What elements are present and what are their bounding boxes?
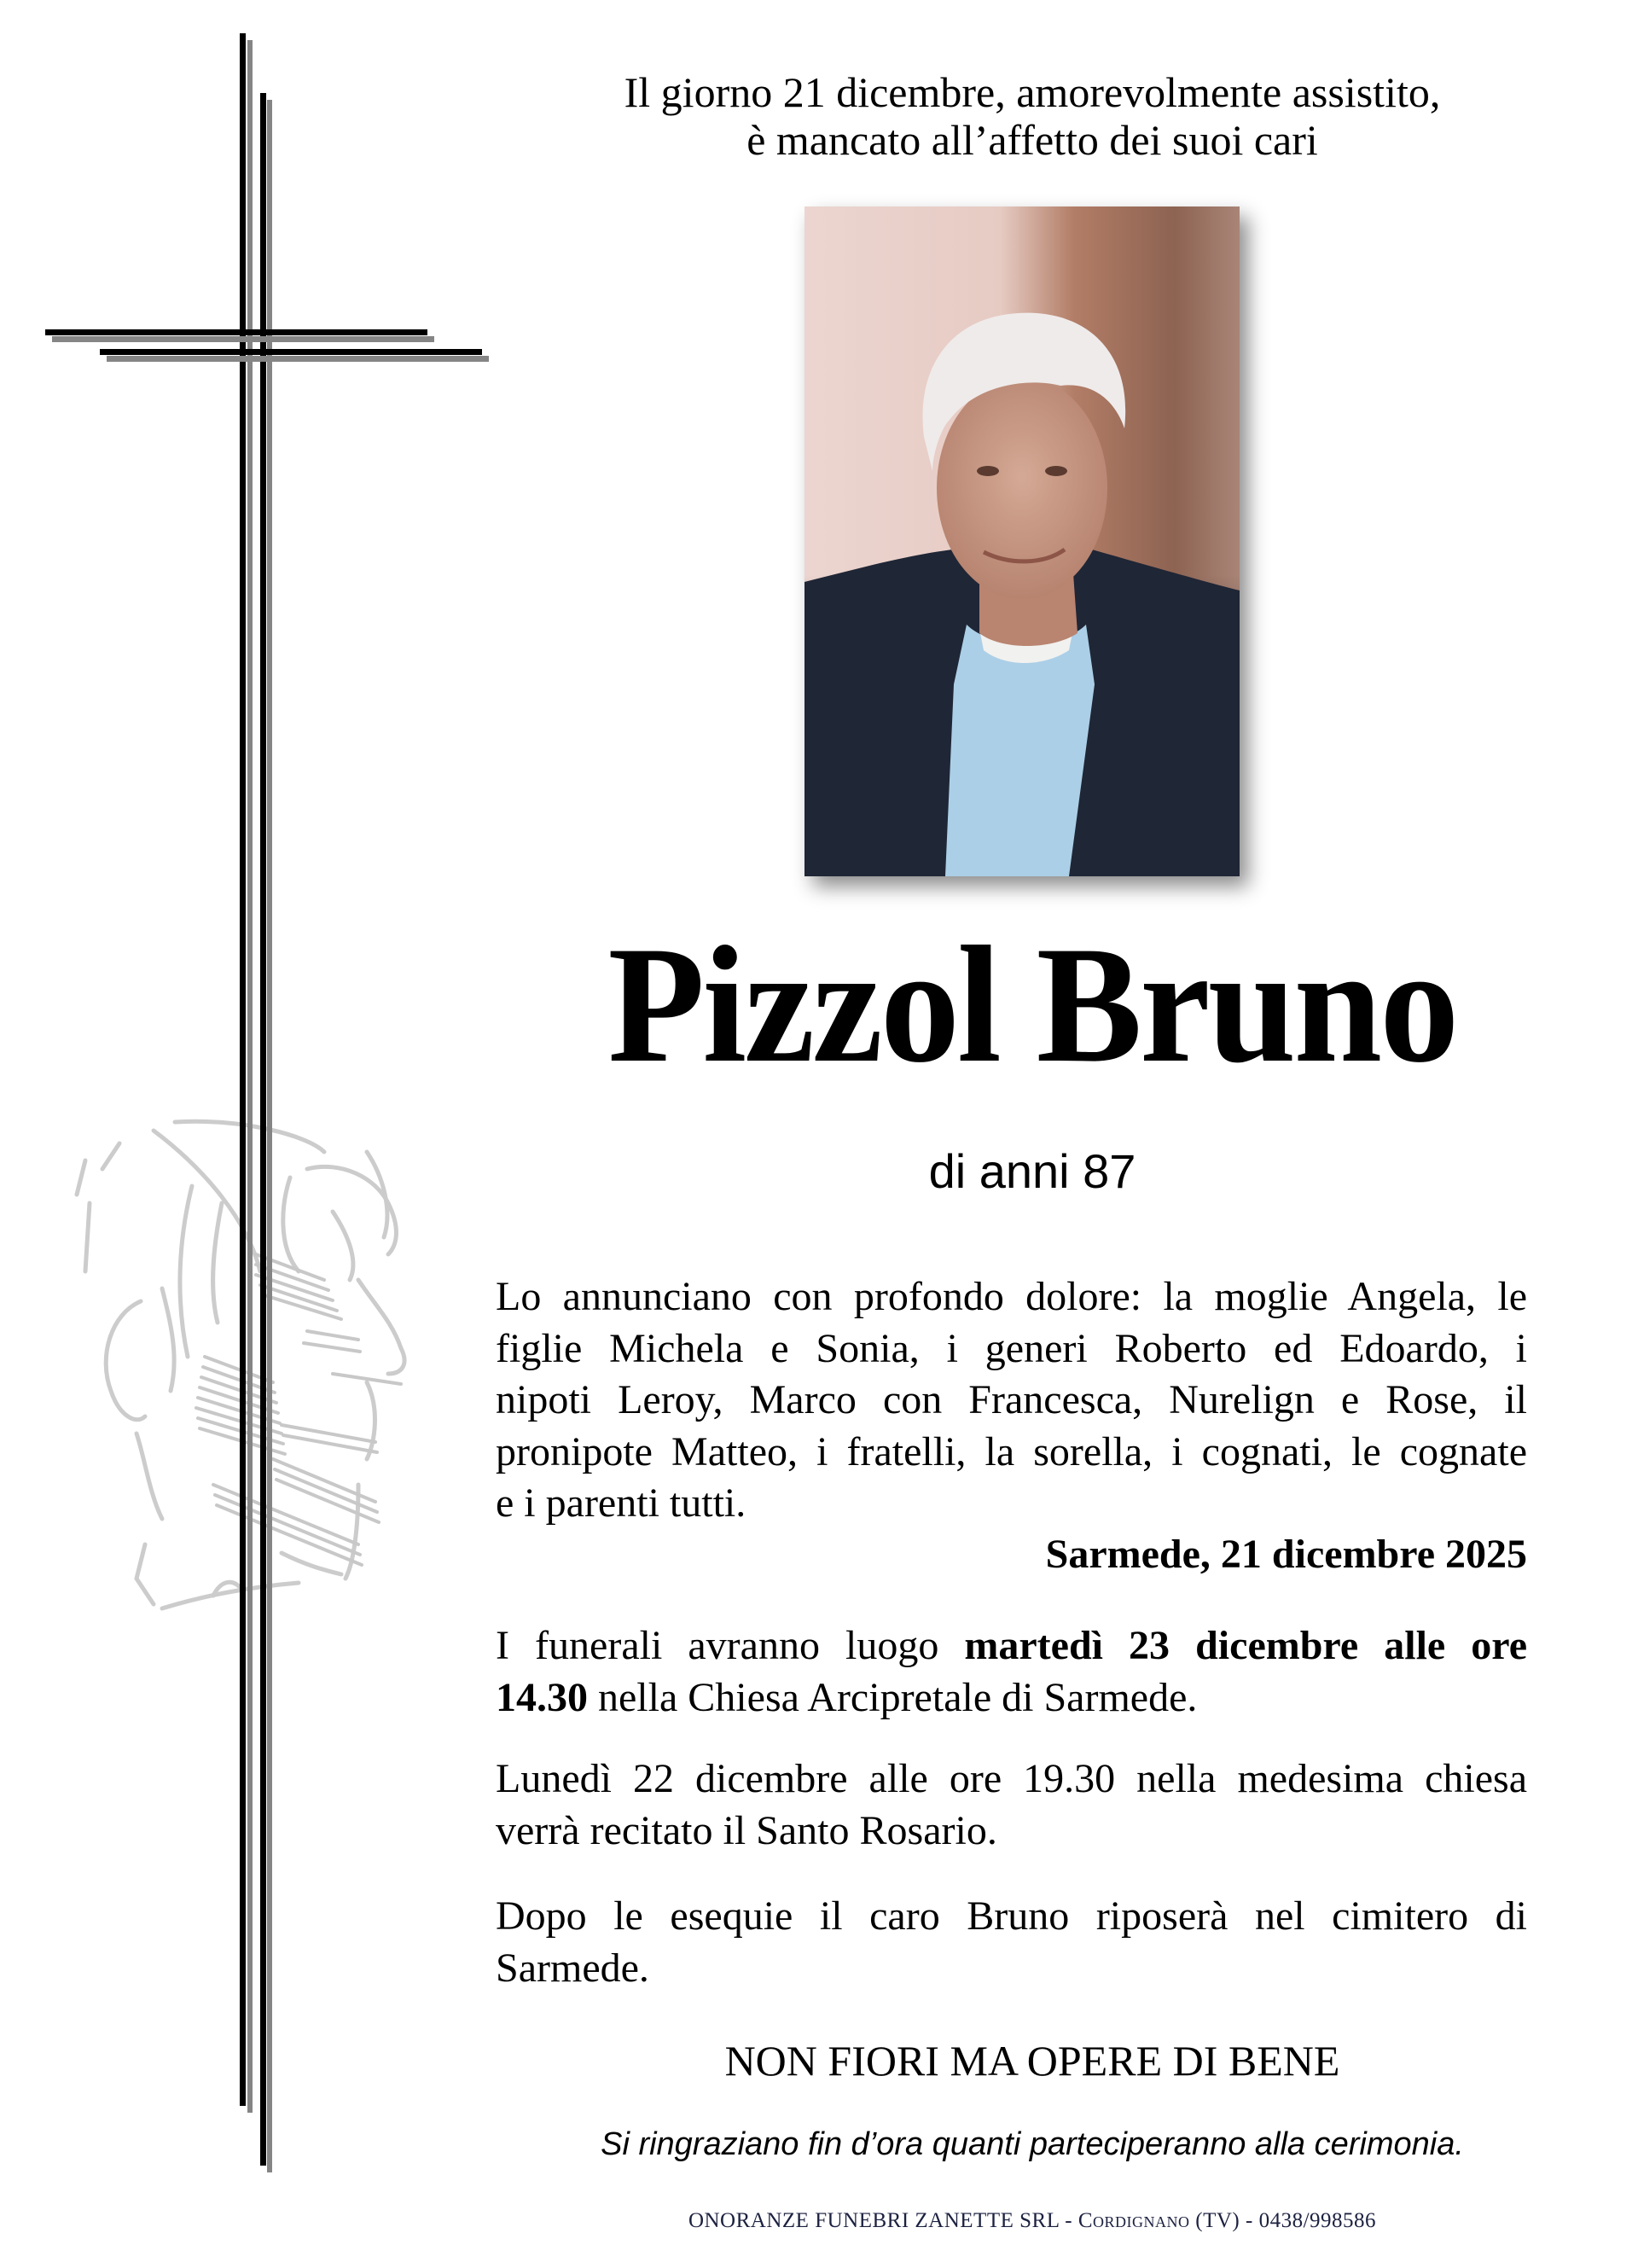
cross-horizontal-2 — [100, 349, 482, 355]
intro-line-1: Il giorno 21 dicembre, amorevolmente assistito, — [624, 68, 1441, 116]
announcement-line: pronipote Matteo, i fratelli, la sorella, i cognati, le cognate — [496, 1428, 1527, 1474]
burial-line-1: Dopo le esequie il caro Bruno riposerà nel cimitero di — [496, 1893, 1527, 1939]
funeral-time: 14.30 — [496, 1674, 588, 1720]
funeral-location: nella Chiesa Arcipretale di Sarmede. — [588, 1674, 1198, 1720]
cross-horizontal-2-shadow — [107, 356, 489, 362]
burial-line-2: Sarmede. — [496, 1945, 649, 1991]
funeral-paragraph — [496, 1620, 1527, 1724]
announcement-line: nipoti Leroy, Marco con Francesca, Nurelign e Rose, il — [496, 1377, 1527, 1422]
intro-line-2: è mancato all’affetto dei suoi cari — [746, 116, 1318, 164]
rosary-line-1: Lunedì 22 dicembre alle ore 19.30 nella medesima chiesa — [496, 1756, 1527, 1801]
intro-text — [478, 68, 1587, 164]
burial-paragraph — [496, 1891, 1527, 1994]
rosary-paragraph — [496, 1753, 1527, 1857]
announcement-line: e i parenti tutti. — [496, 1480, 746, 1526]
cross-horizontal-1 — [45, 329, 427, 335]
funeral-date-time: martedì 23 dicembre alle ore — [964, 1623, 1527, 1668]
place-date: Sarmede, 21 dicembre 2025 — [1045, 1532, 1527, 1577]
announcement-line: figlie Michela e Sonia, i generi Roberto ed Edoardo, i — [496, 1325, 1527, 1371]
cross-horizontal-1-shadow — [52, 336, 434, 342]
no-flowers-notice: NON FIORI MA OPERE DI BENE — [724, 2037, 1340, 2085]
portrait-photo — [804, 206, 1240, 876]
funeral-line-1 — [496, 1620, 1527, 1672]
rosary-line-2: verrà recitato il Santo Rosario. — [496, 1807, 997, 1853]
announcement-paragraph — [496, 1271, 1527, 1530]
funeral-prefix: I funerali avranno luogo — [496, 1623, 965, 1668]
cross-vertical-1 — [240, 33, 246, 2106]
funeral-line-2 — [496, 1672, 1527, 1724]
thanks-note: Si ringraziano fin d’ora quanti parteciperanno alla cerimonia. — [601, 2126, 1464, 2162]
announcement-line: Lo annunciano con profondo dolore: la moglie Angela, le — [496, 1274, 1527, 1319]
cross-vertical-2 — [260, 93, 266, 2166]
funeral-home-footer: ONORANZE FUNEBRI ZANETTE SRL - Cordignano (TV) - 0438/998586 — [688, 2209, 1377, 2232]
deceased-age: di anni 87 — [928, 1144, 1136, 1198]
deceased-name: Pizzol Bruno — [607, 912, 1457, 1097]
cross-vertical-2-shadow — [267, 100, 272, 2172]
